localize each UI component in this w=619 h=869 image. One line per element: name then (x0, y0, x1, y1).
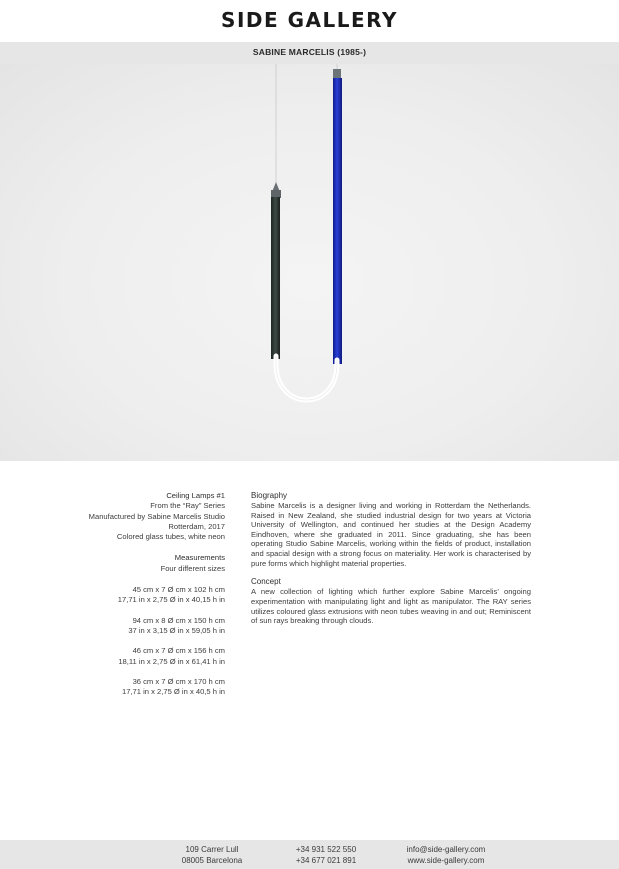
footer-phones (280, 845, 372, 866)
product-photo (0, 64, 619, 461)
header-bar (0, 0, 619, 42)
concept-heading: Concept (251, 577, 281, 587)
size-2-cm: 94 cm x 8 Ø cm x 150 h cm (132, 615, 225, 625)
size-1-in: 17,71 in x 2,75 Ø in x 40,15 h in (117, 595, 225, 605)
gallery-logo[interactable]: SIDE GALLERY (221, 8, 398, 32)
artwork-manufacturer: Manufactured by Sabine Marcelis Studio (88, 511, 225, 521)
text-column (251, 491, 531, 626)
artwork-series: From the “Ray” Series (150, 501, 225, 511)
size-1-cm: 45 cm x 7 Ø cm x 102 h cm (132, 585, 225, 595)
footer-contact (398, 845, 494, 866)
footer-address (166, 845, 258, 866)
measurements-heading: Measurements (174, 553, 225, 563)
ray-lamp-illustration (0, 64, 619, 461)
email-link[interactable]: info@side-gallery.com (406, 845, 486, 854)
dark-glass-tube (271, 197, 280, 359)
blue-tube-cap (333, 69, 341, 79)
website-link[interactable]: www.side-gallery.com (407, 855, 485, 865)
size-4-cm: 36 cm x 7 Ø cm x 170 h cm (132, 676, 225, 686)
artwork-title: Ceiling Lamps #1 (166, 491, 225, 500)
artwork-place-year: Rotterdam, 2017 (168, 521, 225, 531)
artwork-materials: Colored glass tubes, white neon (116, 532, 225, 542)
address-city: 08005 Barcelona (181, 855, 243, 865)
address-street: 109 Carrer Lull (185, 845, 239, 854)
size-3-in: 18,11 in x 2,75 Ø in x 61,41 h in (118, 656, 225, 666)
size-2-in: 37 in x 3,15 Ø in x 59,05 h in (128, 625, 225, 635)
biography-heading: Biography (251, 491, 288, 500)
white-neon-curve (276, 356, 337, 400)
footer-bar (0, 840, 619, 869)
concept-text: A new collection of lighting which further explore Sabine Marcelis’ ongoing experimentation with manipulating light and light as manipulator. The RAY series utilizes coloured glass extrusions with neon tubes weaving in and out; Reminiscent of sun rays breaking through clouds. (251, 587, 531, 626)
phone-1[interactable]: +34 931 522 550 (295, 845, 357, 854)
size-4-in: 17,71 in x 2,75 Ø in x 40,5 h in (121, 687, 225, 697)
phone-2[interactable]: +34 677 021 891 (295, 855, 357, 865)
size-3-cm: 46 cm x 7 Ø cm x 156 h cm (132, 646, 225, 656)
blue-glass-tube (333, 78, 342, 364)
biography-text: Sabine Marcelis is a designer living and working in Rotterdam the Netherlands. Raised in New Zealand, she studied industrial design for two years at Victoria University of Wellington, and continued her studies at the Design Academy Eindhoven, where she graduated in 2011. Since graduating, she has been operating Studio Sabine Marcelis, working within the fields of product, installation and spacial design with a strong focus on materiality. Her work is characterised by pure forms which highlight material properties. (251, 501, 531, 568)
artist-name: SABINE MARCELIS (1985-) (252, 47, 367, 57)
measurements-subheading: Four different sizes (160, 563, 225, 573)
artist-bar (0, 42, 619, 64)
artwork-details (40, 491, 225, 697)
